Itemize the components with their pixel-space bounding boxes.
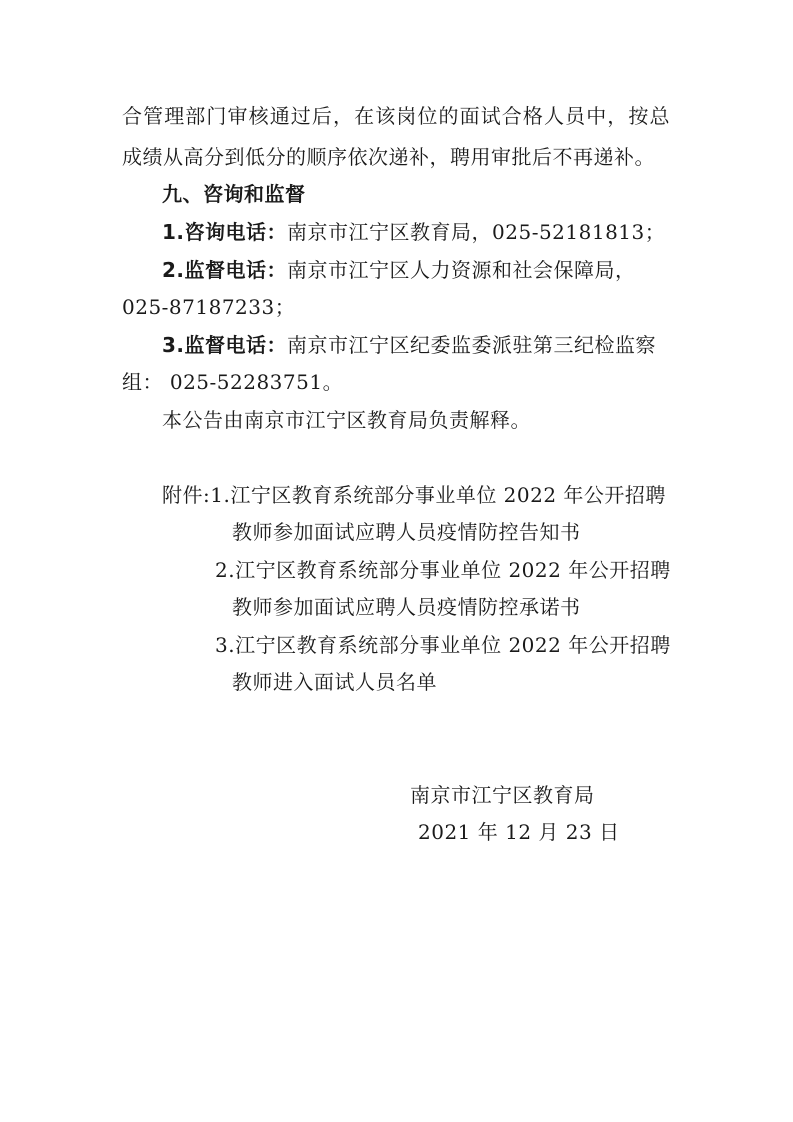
explanation-note: 本公告由南京市江宁区教育局负责解释。 bbox=[162, 408, 531, 432]
section-heading: 九、咨询和监督 bbox=[162, 182, 306, 206]
signature-date: 2021 年 12 月 23 日 bbox=[418, 820, 620, 844]
contact-item-supervision-discipline bbox=[162, 330, 656, 360]
contact-label: 2.监督电话： bbox=[162, 258, 288, 282]
signature-org: 南京市江宁区教育局 bbox=[410, 783, 595, 807]
contact-text: 南京市江宁区教育局，025-52181813； bbox=[287, 220, 666, 244]
contact-item-supervision-hr bbox=[162, 255, 636, 285]
attachment-item-2: 2.江宁区教育系统部分事业单位 2022 年公开招聘 bbox=[215, 558, 671, 582]
attachment-item-3: 3.江宁区教育系统部分事业单位 2022 年公开招聘 bbox=[215, 633, 671, 657]
contact-label: 1.咨询电话： bbox=[162, 220, 288, 244]
contact-text: 南京市江宁区人力资源和社会保障局， bbox=[287, 258, 636, 282]
paragraph-line: 成绩从高分到低分的顺序依次递补，聘用审批后不再递补。 bbox=[122, 145, 655, 169]
contact-text-continued: 025-87187233； bbox=[122, 295, 296, 319]
contact-item-consult bbox=[162, 217, 665, 247]
attachment-item-3-cont: 教师进入面试人员名单 bbox=[232, 670, 437, 694]
contact-label: 3.监督电话： bbox=[162, 333, 288, 357]
attachment-item-1-cont: 教师参加面试应聘人员疫情防控告知书 bbox=[232, 520, 581, 544]
contact-text: 南京市江宁区纪委监委派驻第三纪检监察 bbox=[287, 333, 657, 357]
contact-text-continued: 组： 025-52283751。 bbox=[122, 370, 344, 394]
attachment-item-2-cont: 教师参加面试应聘人员疫情防控承诺书 bbox=[232, 595, 581, 619]
paragraph-line: 合管理部门审核通过后，在该岗位的面试合格人员中，按总 bbox=[122, 104, 670, 128]
attachment-item-1: 附件:1.江宁区教育系统部分事业单位 2022 年公开招聘 bbox=[162, 483, 666, 507]
